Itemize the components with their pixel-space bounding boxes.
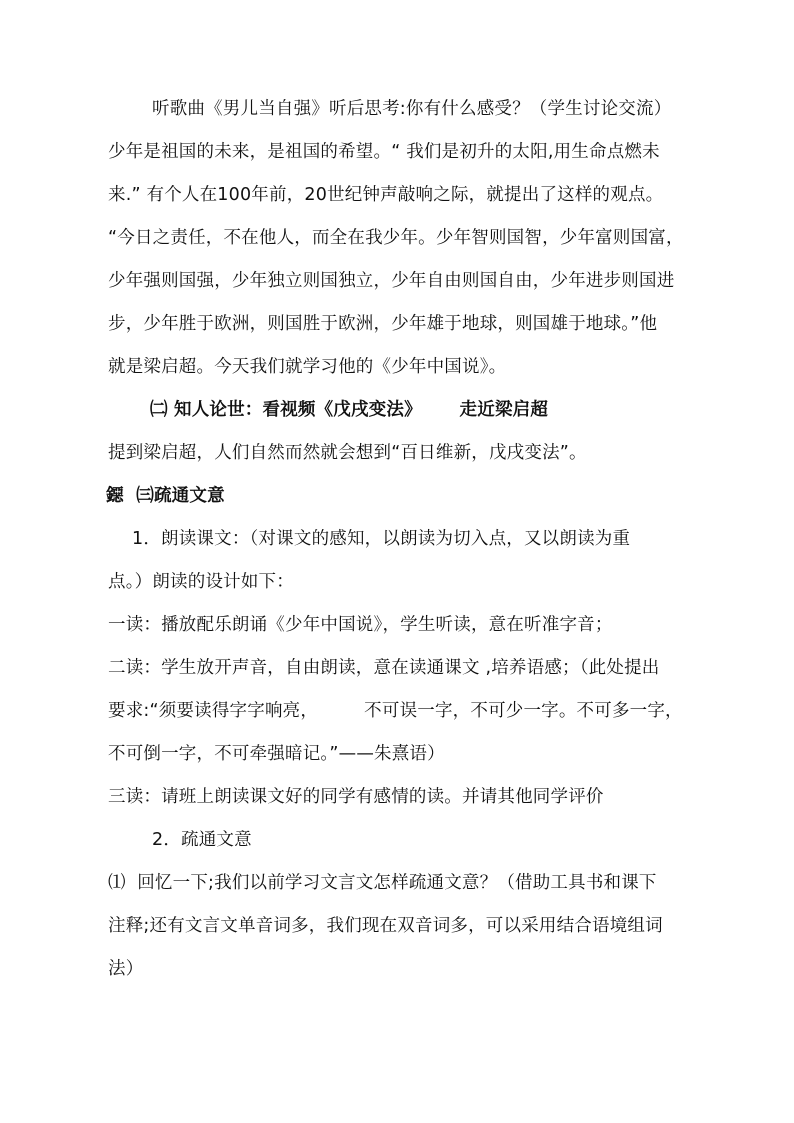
paragraph-line-14: 二读：学生放开声音，自由朗读，意在读通课文 ,培养语感；（此处提出 (108, 658, 660, 678)
paragraph-line-5: 少年强则国强，少年独立则国独立，少年自由则国自由，少年进步则国进 (108, 271, 675, 291)
paragraph-line-16: 不可倒一字，不可牵强暗记。”——朱熹语） (108, 744, 445, 764)
paragraph-line-19: ⑴ 回忆一下;我们以前学习文言文怎样疏通文意？（借助工具书和课下 (108, 873, 657, 893)
paragraph-line-3: 来.” 有个人在100年前，20世纪钟声敲响之际，就提出了这样的观点。 (108, 185, 664, 205)
paragraph-line-7: 就是梁启超。今天我们就学习他的《少年中国说》。 (108, 357, 507, 377)
paragraph-line-21: 法） (108, 959, 144, 979)
paragraph-line-2: 少年是祖国的未来，是祖国的希望。“ 我们是初升的太阳,用生命点燃未 (108, 142, 660, 162)
section-heading-3: 鐚 ㈢疏通文意 (106, 486, 225, 506)
paragraph-line-12: 点。）朗读的设计如下： (108, 572, 294, 592)
paragraph-line-9: 提到梁启超，人们自然而然就会想到“百日维新，戊戌变法”。 (108, 443, 587, 463)
paragraph-line-20: 注释;还有文言文单音词多，我们现在双音词多，可以采用结合语境组词 (108, 916, 663, 936)
paragraph-line-6: 步，少年胜于欧洲，则国胜于欧洲，少年雄于地球，则国雄于地球。”他 (108, 314, 658, 334)
subsection-heading-2: 2．疏通文意 (152, 830, 252, 850)
paragraph-line-11: 1．朗读课文：（对课文的感知，以朗读为切入点，又以朗读为重 (132, 529, 631, 549)
paragraph-line-1: 听歌曲《男儿当自强》听后思考:你有什么感受？（学生讨论交流） (152, 99, 672, 119)
paragraph-line-15: 要求:“须要读得字字响亮， 不可误一字，不可少一字。不可多一字， (108, 701, 683, 721)
section-heading-2: ㈡ 知人论世：看视频《戊戌变法》 走近梁启超 (150, 400, 549, 420)
paragraph-line-17: 三读：请班上朗读课文好的同学有感情的读。并请其他同学评价 (108, 787, 604, 807)
paragraph-line-13: 一读：播放配乐朗诵《少年中国说》，学生听读，意在听准字音； (108, 615, 613, 635)
paragraph-line-4: “今日之责任，不在他人，而全在我少年。少年智则国智，少年富则国富， (108, 228, 684, 248)
